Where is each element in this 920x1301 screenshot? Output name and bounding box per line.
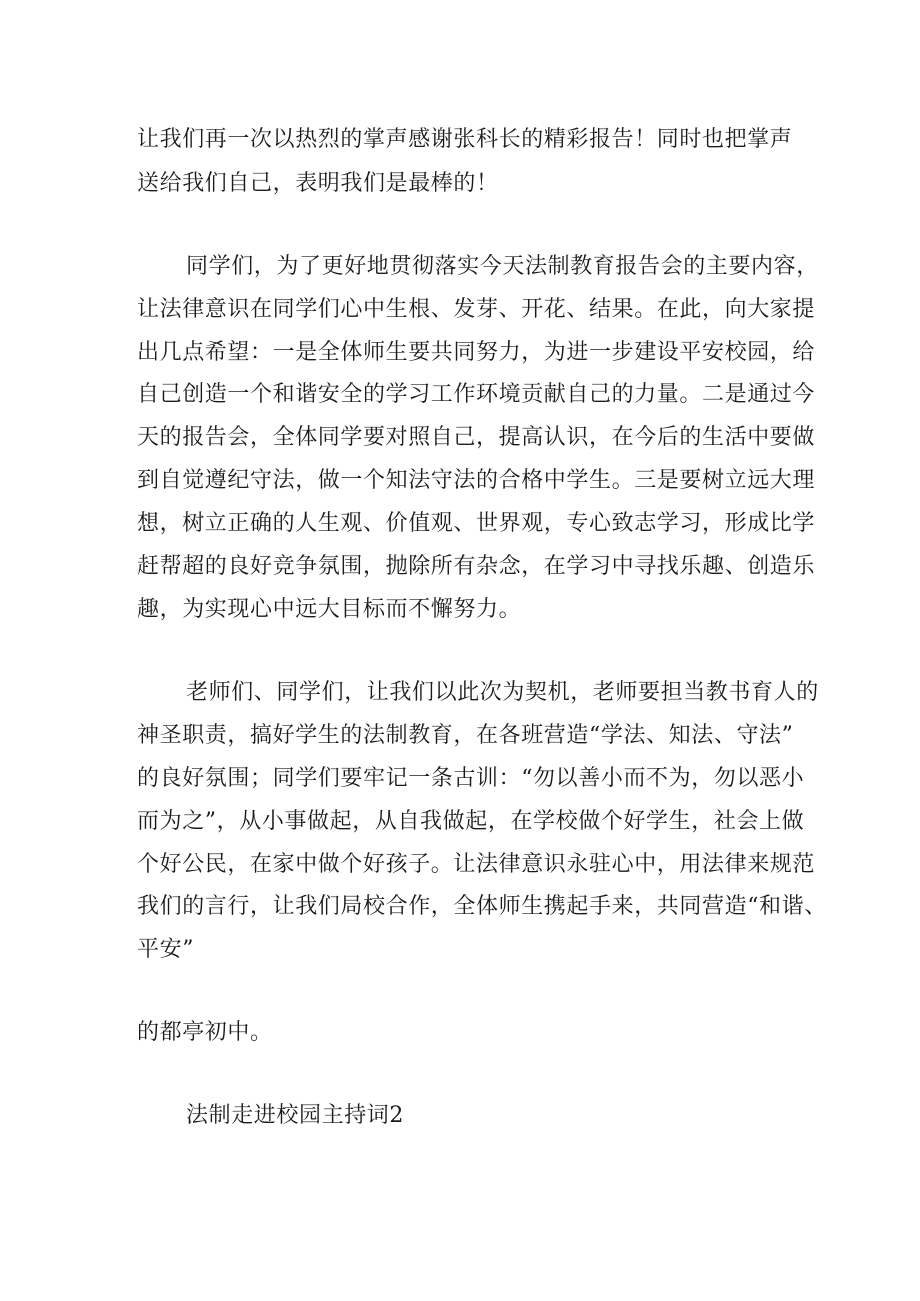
paragraph-2-line-2: 让法律意识在同学们心中生根、发芽、开花、结果。在此，向大家提	[137, 297, 816, 322]
paragraph-3-line-2: 神圣职责，搞好学生的法制教育，在各班营造“学法、知法、守法”	[137, 723, 794, 748]
section-heading: 法制走进校园主持词2	[186, 1103, 404, 1128]
paragraph-4-line-1: 的都亭初中。	[137, 1020, 273, 1045]
paragraph-3-line-7: 平安”	[137, 937, 195, 962]
paragraph-3-line-1: 老师们、同学们，让我们以此次为契机，老师要担当教书育人的	[186, 680, 819, 705]
paragraph-3-line-5: 个好公民，在家中做个好孩子。让法律意识永驻心中，用法律来规范	[137, 852, 816, 877]
paragraph-3-line-3: 的良好氛围；同学们要牢记一条古训：“勿以善小而不为，勿以恶小	[137, 766, 805, 791]
paragraph-3-line-6: 我们的言行，让我们局校合作，全体师生携起手来，共同营造“和谐、	[137, 894, 827, 919]
paragraph-2-line-8: 赶帮超的良好竞争氛围，抛除所有杂念，在学习中寻找乐趣、创造乐	[137, 554, 816, 579]
paragraph-2-line-9: 趣，为实现心中远大目标而不懈努力。	[137, 597, 522, 622]
paragraph-2-line-6: 到自觉遵纪守法，做一个知法守法的合格中学生。三是要树立远大理	[137, 468, 816, 493]
paragraph-2-line-5: 天的报告会，全体同学要对照自己，提高认识，在今后的生活中要做	[137, 425, 816, 450]
paragraph-1-line-2: 送给我们自己，表明我们是最棒的！	[137, 171, 499, 196]
paragraph-1-line-1: 让我们再一次以热烈的掌声感谢张科长的精彩报告！同时也把掌声	[137, 127, 793, 152]
paragraph-3-line-4: 而为之”，从小事做起，从自我做起，在学校做个好学生，社会上做	[137, 809, 805, 834]
paragraph-2-line-1: 同学们，为了更好地贯彻落实今天法制教育报告会的主要内容，	[186, 254, 819, 279]
paragraph-2-line-3: 出几点希望：一是全体师生要共同努力，为进一步建设平安校园，给	[137, 340, 816, 365]
paragraph-2-line-7: 想，树立正确的人生观、价值观、世界观，专心致志学习，形成比学	[137, 511, 816, 536]
paragraph-2-line-4: 自己创造一个和谐安全的学习工作环境贡献自己的力量。二是通过今	[137, 382, 816, 407]
